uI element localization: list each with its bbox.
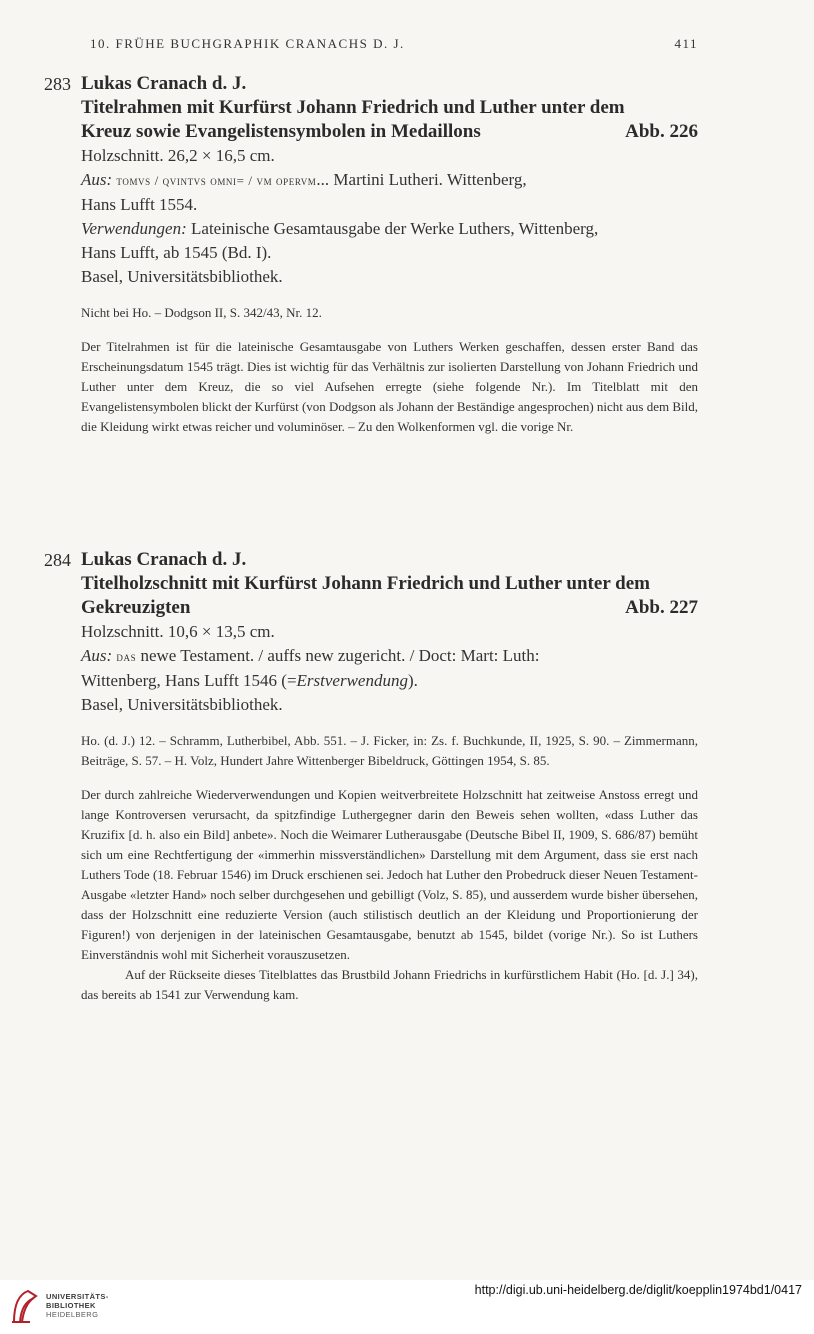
usages-text: Lateinische Gesamtausgabe der Werke Luthers, Wittenberg, — [191, 219, 599, 238]
running-head — [90, 36, 698, 52]
first-use-label: Erstverwendung — [296, 671, 408, 690]
entry-artist: Lukas Cranach d. J. — [81, 73, 247, 94]
entry-heading — [44, 72, 698, 96]
digital-copy-url[interactable]: http://digi.ub.uni-heidelberg.de/diglit/koepplin1974bd1/0417 — [474, 1283, 802, 1297]
entry-source — [44, 644, 698, 669]
entry-heading — [44, 548, 698, 572]
source-line2-pre: Wittenberg, Hans Lufft 1546 (= — [81, 671, 297, 690]
library-line1: UNIVERSITÄTS- — [46, 1292, 109, 1301]
entry-title-line1: Titelrahmen mit Kurfürst Johann Friedrich und Luther unter dem — [81, 97, 625, 118]
running-head-title: 10. FRÜHE BUCHGRAPHIK CRANACHS D. J. — [90, 36, 405, 51]
entry-usages — [44, 217, 698, 241]
page-number: 411 — [674, 36, 698, 51]
entry-references: Ho. (d. J.) 12. – Schramm, Lutherbibel, Abb. 551. – J. Ficker, in: Zs. f. Buchkunde, II, 1925, S. 90. – Zimmermann, Beiträge, S. 57. – H. Volz, Hundert Jahre Wittenberger Bibeldruck, Göttingen 1954, S. 85. — [81, 733, 698, 768]
entry-title — [44, 572, 698, 620]
catalog-entry-283 — [44, 72, 698, 437]
entry-references: Nicht bei Ho. – Dodgson II, S. 342/43, Nr. 12. — [81, 305, 322, 320]
library-name — [46, 1292, 109, 1319]
library-line2: BIBLIOTHEK — [46, 1301, 96, 1310]
usages-label: Verwendungen: — [81, 219, 187, 238]
entry-commentary-p1: Der durch zahlreiche Wiederverwendungen und Kopien weitverbreitete Holzschnitt hat zeitweise Anstoss erregt und lange Kontroversen verursacht, da spitzfindige Luthergegner darin den Beweis sehen wollten, «dass Luther das Kruzifix [d. h. also ein Bild] anbete». Noch die Weimarer Lutherausgabe (Deutsche Bibel II, 1909, S. 686/87) bemüht sich um eine Rechtfertigung der «immerhin missverständlichen» Darstellung mit dem Argument, dass sie erst nach Luthers Tode (18. Februar 1546) im Druck erschienen sei. Jedoch hat Luther den Probedruck dieser Neuen Testament-Ausgabe «letzter Hand» noch selber durchgesehen und gebilligt (Volz, S. 85), und ausserdem wurde bisher übersehen, dass der Holzschnitt eine reduzierte Version (auch stilistisch deutlich an der Kleidung und Proportionierung der Figuren!) von derjenigen in der lateinischen Gesamtausgabe, benutzt ab 1545, bildet (vorige Nr.). So ist Luthers Einverständnis wohl mit Sicherheit vorauszusetzen. — [81, 787, 698, 962]
source-title-rest: newe Testament. / auffs new zugericht. / Doct: Mart: Luth: — [140, 646, 540, 665]
entry-number: 284 — [44, 550, 71, 570]
source-label: Aus: — [81, 646, 113, 665]
figure-reference: Abb. 226 — [625, 121, 698, 142]
entry-source — [44, 168, 698, 193]
source-label: Aus: — [81, 170, 113, 189]
entry-location: Basel, Universitätsbibliothek. — [81, 695, 283, 714]
source-title-smallcaps: das — [116, 649, 137, 664]
catalog-entry-284 — [44, 548, 698, 1005]
entry-technique: Holzschnitt. 26,2 × 16,5 cm. — [81, 146, 275, 165]
source-title-smallcaps: tomvs / qvintvs omni= / vm opervm — [116, 173, 317, 188]
entry-source-line2 — [44, 669, 698, 693]
entry-title-line2: Kreuz sowie Evangelistensymbolen in Medaillons — [81, 121, 481, 142]
entry-artist: Lukas Cranach d. J. — [81, 549, 247, 570]
entry-location: Basel, Universitätsbibliothek. — [81, 267, 283, 286]
entry-source-line2: Hans Lufft 1554. — [81, 195, 198, 214]
entry-number: 283 — [44, 74, 71, 94]
source-line2-post: ). — [407, 671, 418, 690]
entry-title — [44, 96, 698, 144]
entry-commentary-p2: Auf der Rückseite dieses Titelblattes das Brustbild Johann Friedrichs in kurfürstlichem Habit (Ho. [d. J.] 34), das bereits ab 1541 zur Verwendung kam. — [81, 967, 698, 1002]
entry-usages-line2: Hans Lufft, ab 1545 (Bd. I). — [81, 243, 272, 262]
entry-commentary: Der Titelrahmen ist für die lateinische Gesamtausgabe von Luthers Werken geschaffen, dessen erster Band das Erscheinungsdatum 1545 trägt. Dies ist wichtig für das Verhältnis zur isolierten Darstellung von Johann Friedrich und Luther unter dem Kreuz, die so viel Aufsehen erregte (siehe folgende Nr.). Im Titelblatt mit den Evangelistensymbolen blickt der Kurfürst (von Dodgson als Johann der Beständige angesprochen) nicht aus dem Bild, die Kleidung wirkt etwas reicher und voluminöser. – Zu den Wolkenformen vgl. die vorige Nr. — [81, 339, 699, 434]
entry-technique: Holzschnitt. 10,6 × 13,5 cm. — [81, 622, 275, 641]
entry-title-line2: Gekreuzigten — [81, 597, 191, 618]
figure-reference: Abb. 227 — [625, 597, 698, 618]
entry-title-line1: Titelholzschnitt mit Kurfürst Johann Friedrich und Luther unter dem — [81, 573, 650, 594]
university-library-logo-icon — [10, 1288, 40, 1324]
source-title-rest: ... Martini Lutheri. Wittenberg, — [316, 170, 527, 189]
library-line3: HEIDELBERG — [46, 1310, 99, 1319]
